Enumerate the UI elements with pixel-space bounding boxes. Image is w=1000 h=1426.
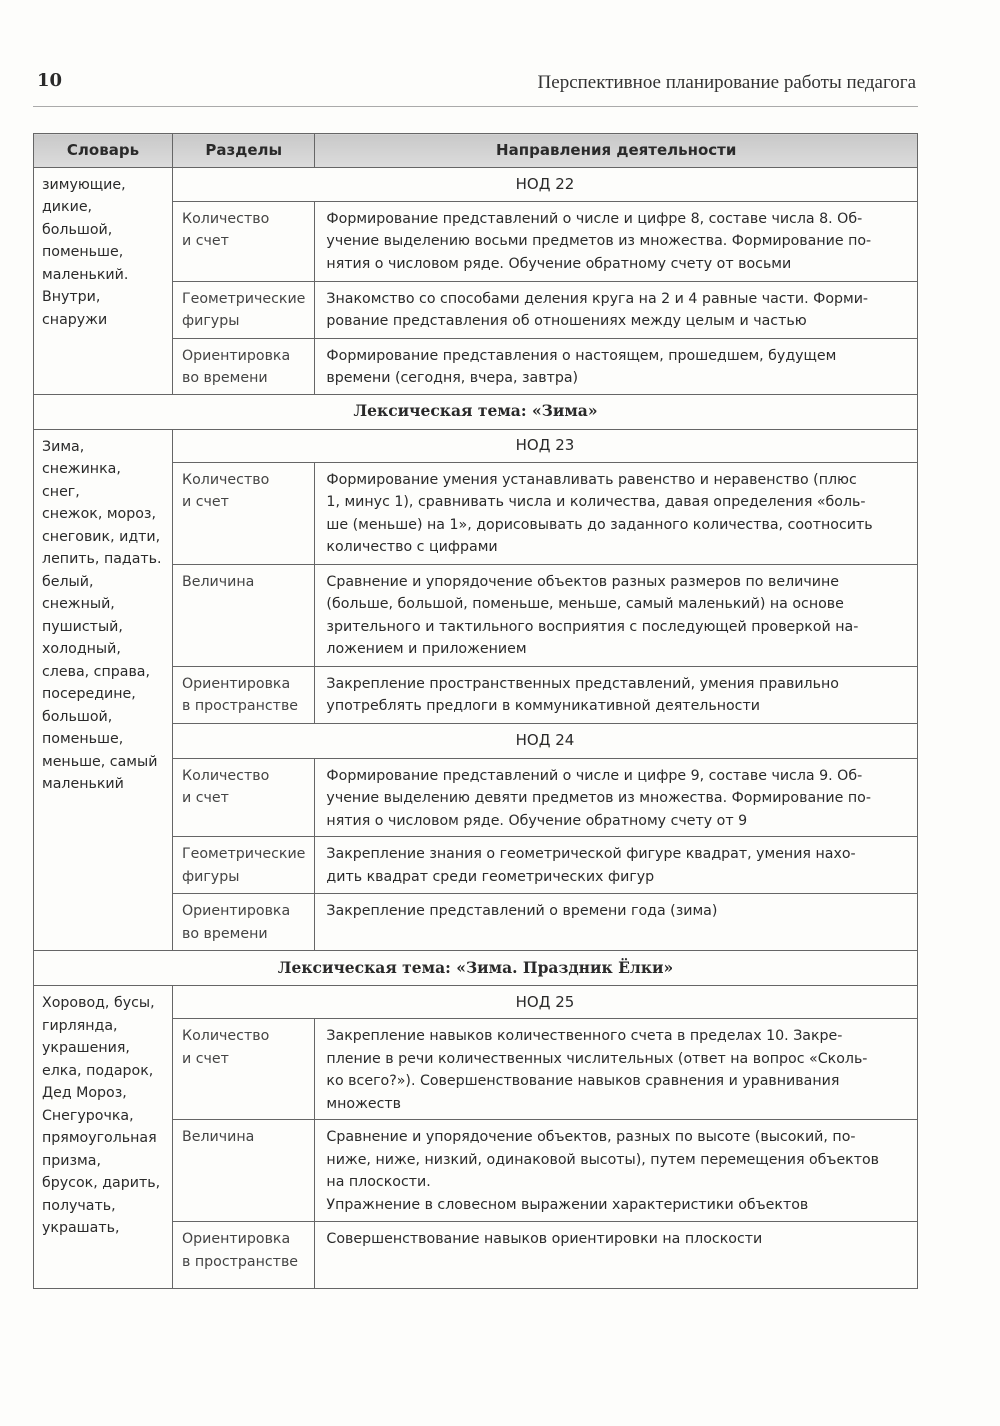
- planning-table: [33, 133, 918, 1289]
- section-cell: Ориентировка во времени: [173, 338, 315, 394]
- description-cell: Совершенствование навыков ориентировки на плоскости: [315, 1222, 918, 1289]
- page-number: 10: [37, 70, 63, 91]
- table-header: [34, 134, 918, 168]
- nod-heading: НОД 22: [173, 167, 918, 201]
- nod-heading: НОД 24: [173, 723, 918, 758]
- description-cell: Формирование умения устанавливать равенство и неравенство (плюс 1, минус 1), сравнивать числа и количества, давая определения «боль- ше (меньше) на 1», дорисовывать до заданного количества, соотносить количество с цифрами: [315, 462, 918, 564]
- nod-heading: НОД 25: [173, 986, 918, 1019]
- section-cell: Количество и счет: [173, 462, 315, 564]
- vocab-cell: зимующие, дикие, большой, поменьше, маленький. Внутри, снаружи: [34, 167, 173, 394]
- section-cell: Геометрические фигуры: [173, 281, 315, 338]
- section-cell: Ориентировка во времени: [173, 894, 315, 951]
- description-cell: Закрепление представлений о времени года (зима): [315, 894, 918, 951]
- header-sections: Разделы: [173, 134, 315, 168]
- section-cell: Ориентировка в пространстве: [173, 1222, 315, 1289]
- running-title: Перспективное планирование работы педагога: [537, 72, 916, 93]
- section-cell: Количество и счет: [173, 758, 315, 837]
- description-cell: Закрепление навыков количественного счета в пределах 10. Закре- пление в речи количественных числительных (ответ на вопрос «Сколь- ко всего?»). Совершенствование навыков сравнения и уравнивания множеств: [315, 1019, 918, 1120]
- description-cell: Формирование представлений о числе и цифре 9, составе числа 9. Об- учение выделению девяти предметов из множества. Формирование по- нятия о числовом ряде. Обучение обратному счету от 9: [315, 758, 918, 837]
- description-cell: Сравнение и упорядочение объектов разных размеров по величине (больше, большой, поменьше, меньше, самый маленький) на основе зрительного и тактильного восприятия с последующей проверкой на- ложением и приложением: [315, 564, 918, 666]
- section-cell: Количество и счет: [173, 201, 315, 281]
- header-rule: [33, 106, 918, 107]
- section-cell: Величина: [173, 564, 315, 666]
- description-cell: Знакомство со способами деления круга на 2 и 4 равные части. Форми- рование представления об отношениях между целым и частью: [315, 281, 918, 338]
- vocab-cell: Хоровод, бусы, гирлянда, украшения, елка, подарок, Дед Мороз, Снегурочка, прямоугольная призма, брусок, дарить, получать, украшать,: [34, 986, 173, 1289]
- section-cell: Количество и счет: [173, 1019, 315, 1120]
- vocab-cell: Зима, снежинка, снег, снежок, мороз, снеговик, идти, лепить, падать. белый, снежный, пушистый, холодный, слева, справа, посередине, большой, поменьше, меньше, самый маленький: [34, 429, 173, 951]
- section-cell: Величина: [173, 1120, 315, 1222]
- lexical-theme: Лексическая тема: «Зима»: [34, 394, 918, 429]
- section-cell: Ориентировка в пространстве: [173, 666, 315, 723]
- description-cell: Формирование представления о настоящем, прошедшем, будущем времени (сегодня, вчера, завтра): [315, 338, 918, 394]
- nod-heading: НОД 23: [173, 429, 918, 462]
- description-cell: Формирование представлений о числе и цифре 8, составе числа 8. Об- учение выделению восьми предметов из множества. Формирование по- нятия о числовом ряде. Обучение обратному счету от восьми: [315, 201, 918, 281]
- description-cell: Закрепление знания о геометрической фигуре квадрат, умения нахо- дить квадрат среди геометрических фигур: [315, 837, 918, 894]
- header-vocabulary: Словарь: [34, 134, 173, 168]
- description-cell: Закрепление пространственных представлений, умения правильно употреблять предлоги в коммуникативной деятельности: [315, 666, 918, 723]
- lexical-theme: Лексическая тема: «Зима. Праздник Ёлки»: [34, 951, 918, 986]
- description-cell: Сравнение и упорядочение объектов, разных по высоте (высокий, по- ниже, ниже, низкий, одинаковой высоты), путем перемещения объектов на плоскости. Упражнение в словесном выражении характеристики объектов: [315, 1120, 918, 1222]
- header-activities: Направления деятельности: [315, 134, 918, 168]
- section-cell: Геометрические фигуры: [173, 837, 315, 894]
